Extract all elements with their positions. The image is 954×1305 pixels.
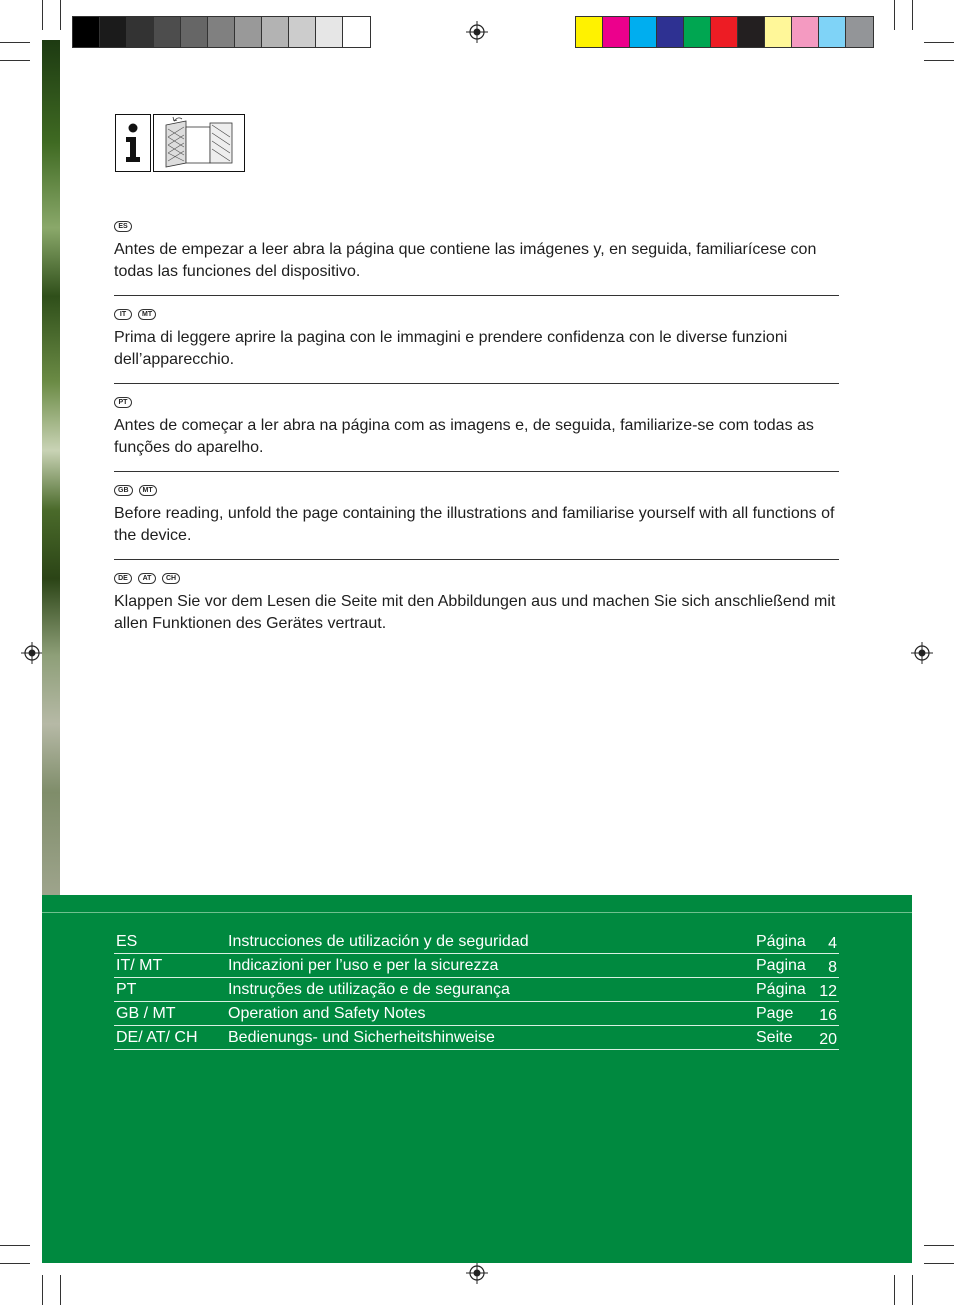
color-swatch: [100, 17, 127, 47]
toc-language-code: IT/ MT: [116, 957, 163, 974]
section-text: Antes de começar a ler abra na página com as imagens e, de seguida, familiarize-se com todas as funções do aparelho.: [114, 417, 814, 456]
toc-row[interactable]: [114, 1002, 839, 1026]
toc-title: Instrucciones de utilización y de seguridad: [228, 933, 529, 950]
toc-page-number: 8: [828, 959, 837, 976]
language-section-es: [114, 221, 874, 283]
toc-page-word: Page: [756, 1005, 794, 1022]
color-swatch: [846, 17, 873, 47]
fold-out-page-icon: [153, 114, 245, 172]
section-divider: [114, 471, 839, 472]
toc-page-word: Página: [756, 933, 806, 950]
section-divider: [114, 383, 839, 384]
color-swatch: [343, 17, 370, 47]
toc-language-code: GB / MT: [116, 1005, 176, 1022]
color-swatch: [208, 17, 235, 47]
toc-row[interactable]: [114, 930, 839, 954]
toc-row[interactable]: [114, 978, 839, 1002]
language-section-gb-mt: [114, 485, 874, 547]
grayscale-color-bar: [72, 16, 371, 48]
toc-language-code: PT: [116, 981, 137, 998]
color-swatch: [657, 17, 684, 47]
toc-page-number: 20: [819, 1031, 837, 1048]
section-text: Klappen Sie vor dem Lesen die Seite mit den Abbildungen aus und machen Sie sich anschließend mit allen Funktionen des Gerätes vertraut.: [114, 593, 836, 632]
toc-title: Indicazioni per l’uso e per la sicurezza: [228, 957, 499, 974]
country-badge: DE: [114, 573, 132, 584]
table-of-contents: [114, 930, 839, 1050]
registration-mark-icon: [21, 642, 43, 664]
process-color-bar: [575, 16, 874, 48]
color-swatch: [630, 17, 657, 47]
toc-title: Instruções de utilização e de segurança: [228, 981, 510, 998]
country-badge: IT: [114, 309, 132, 320]
language-section-de-at-ch: [114, 573, 874, 635]
info-icon: [115, 114, 151, 172]
toc-title: Operation and Safety Notes: [228, 1005, 426, 1022]
country-badges: [114, 485, 874, 499]
color-swatch: [262, 17, 289, 47]
registration-mark-icon: [466, 1262, 488, 1284]
toc-page-word: Pagina: [756, 957, 806, 974]
country-badge: ES: [114, 221, 132, 232]
country-badge: GB: [114, 485, 133, 496]
language-section-it-mt: [114, 309, 874, 371]
country-badges: [114, 309, 874, 323]
country-badges: [114, 573, 874, 587]
country-badges: [114, 397, 874, 411]
color-swatch: [154, 17, 181, 47]
color-swatch: [127, 17, 154, 47]
toc-page-word: Página: [756, 981, 806, 998]
country-badge: AT: [138, 573, 156, 584]
country-badge: MT: [138, 309, 156, 320]
country-badge: CH: [162, 573, 180, 584]
toc-language-code: ES: [116, 933, 138, 950]
color-swatch: [819, 17, 846, 47]
section-text: Antes de empezar a leer abra la página que contiene las imágenes y, en seguida, familiarícese con todas las funciones del dispositivo.: [114, 241, 817, 280]
registration-mark-icon: [466, 21, 488, 43]
toc-title: Bedienungs- und Sicherheitshinweise: [228, 1029, 495, 1046]
color-swatch: [576, 17, 603, 47]
color-swatch: [738, 17, 765, 47]
section-text: Before reading, unfold the page containing the illustrations and familiarise yourself with all functions of the device.: [114, 505, 835, 544]
color-swatch: [765, 17, 792, 47]
toc-page-number: 4: [828, 935, 837, 952]
language-section-pt: [114, 397, 874, 459]
toc-language-code: DE/ AT/ CH: [116, 1029, 198, 1046]
country-badge: PT: [114, 397, 132, 408]
color-swatch: [792, 17, 819, 47]
color-swatch: [181, 17, 208, 47]
toc-page-word: Seite: [756, 1029, 793, 1046]
section-text: Prima di leggere aprire la pagina con le immagini e prendere confidenza con le diverse funzioni dell’apparecchio.: [114, 329, 788, 368]
cover-photo-strip: [42, 40, 60, 895]
country-badge: MT: [139, 485, 157, 496]
section-divider: [114, 559, 839, 560]
toc-row[interactable]: [114, 954, 839, 978]
color-swatch: [73, 17, 100, 47]
color-swatch: [603, 17, 630, 47]
color-swatch: [289, 17, 316, 47]
toc-panel-rule: [42, 912, 912, 913]
color-swatch: [684, 17, 711, 47]
toc-page-number: 16: [819, 1007, 837, 1024]
color-swatch: [235, 17, 262, 47]
color-swatch: [711, 17, 738, 47]
country-badges: [114, 221, 874, 235]
section-divider: [114, 295, 839, 296]
color-swatch: [316, 17, 343, 47]
toc-page-number: 12: [819, 983, 837, 1000]
toc-row[interactable]: [114, 1026, 839, 1050]
registration-mark-icon: [911, 642, 933, 664]
